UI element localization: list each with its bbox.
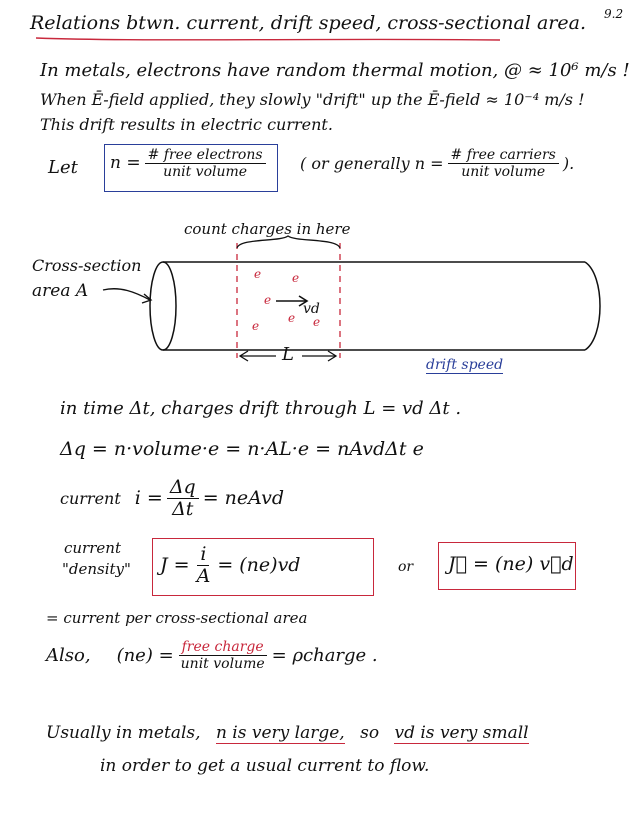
or-label: or (398, 559, 414, 575)
general-prefix: ( or generally n = (300, 153, 444, 173)
page-number: 9.2 (604, 7, 624, 21)
count-label: count charges in here (184, 220, 351, 238)
J-lhs: J = (160, 554, 190, 576)
time-drift-line: in time Δt, charges drift through L = vd Δt . (60, 398, 462, 419)
electron: e (254, 267, 262, 281)
conclusion-part-c: so (360, 723, 380, 743)
length-label: L (282, 344, 294, 365)
intro-line-2: When Ē-field applied, they slowly "drift" up the Ē-field ≈ 10⁻⁴ m/s ! (40, 90, 585, 109)
intro-line-3: This drift results in electric current. (40, 115, 333, 134)
J-rhs: = (ne)vd (217, 554, 301, 576)
n-numerator: # free electrons (145, 148, 266, 164)
electron: e (313, 315, 321, 329)
current-numerator: Δq (167, 478, 199, 499)
density-word-1: current (64, 539, 121, 557)
let-label: Let (48, 157, 78, 178)
J-numerator: i (197, 545, 209, 566)
charge-equation: Δq = n·volume·e = n·AL·e = nAvdΔt e (60, 438, 424, 460)
general-suffix: ). (562, 153, 575, 173)
conclusion-part-d: vd is very small (394, 723, 529, 743)
current-i: i = (134, 487, 163, 509)
cross-section-label-1: Cross-section (32, 256, 142, 275)
rho-rhs: = ρcharge . (271, 644, 378, 666)
n-denominator: unit volume (163, 164, 248, 180)
electron: e (252, 319, 260, 333)
per-area-line: = current per cross-sectional area (46, 609, 308, 627)
electron: e (292, 271, 300, 285)
conclusion-part-b: n is very large, (215, 723, 345, 743)
electron: e (288, 311, 296, 325)
page-title: Relations btwn. current, drift speed, cross-sectional area. (30, 12, 586, 34)
n-lhs: n = (110, 153, 141, 173)
conclusion-line-2: in order to get a usual current to flow. (100, 756, 430, 776)
drift-speed-label: drift speed (426, 357, 504, 373)
density-word-2: "density" (62, 560, 131, 578)
J-denominator: A (196, 565, 211, 587)
general-denominator: unit volume (461, 164, 546, 180)
vd-label: vd (303, 301, 320, 317)
cross-section-label-2: area A (32, 281, 89, 301)
general-numerator: # free carriers (448, 148, 559, 164)
intro-line-1: In metals, electrons have random thermal motion, @ ≈ 10⁶ m/s ! (40, 60, 630, 81)
also-label: Also, (46, 644, 91, 666)
current-denominator: Δt (172, 498, 194, 520)
rho-numerator: free charge (179, 640, 267, 656)
conclusion-part-a: Usually in metals, (46, 723, 201, 743)
rho-denominator: unit volume (180, 656, 265, 672)
current-rhs: = neAvd (202, 487, 284, 509)
current-word: current (60, 488, 121, 508)
ne-lhs: (ne) = (116, 644, 174, 666)
electron: e (264, 293, 272, 307)
vector-J-equation: J⃗ = (ne) v⃗d (448, 553, 574, 575)
